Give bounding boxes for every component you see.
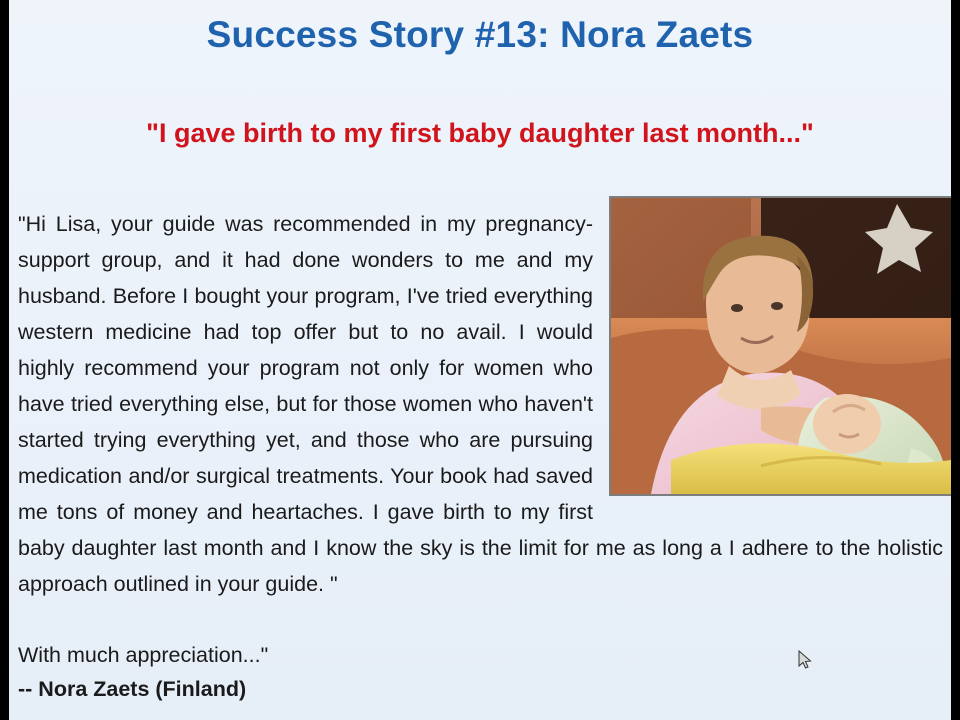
presentation-slide xyxy=(9,0,951,720)
closing-line: With much appreciation..." xyxy=(18,643,269,667)
signature-block xyxy=(18,638,718,706)
slide-subtitle: "I gave birth to my first baby daughter last month..." xyxy=(146,118,814,148)
testimonial-paragraph: "Hi Lisa, your guide was recommended in my pregnancy-support group, and it had done wonders to me and my husband. Before I bought your program, I've tried everything western medicine had top offer but to no avail. I would highly recommend your program not only for women who have tried everything else, but for those women who haven't started trying everything yet, and those who are pursuing medication and/or surgical treatments. Your book had saved me tons of money and heartaches. I gave birth to my first baby daughter last month and I know the sky is the limit for me as long a I adhere to the holistic approach outlined in your guide. " xyxy=(18,212,943,596)
photo-wrap-spacer xyxy=(593,206,943,502)
attribution-line: -- Nora Zaets (Finland) xyxy=(18,677,247,701)
mouse-cursor xyxy=(798,650,812,670)
mouse-pointer-icon xyxy=(798,650,812,670)
page-title: Success Story #13: Nora Zaets xyxy=(206,14,754,55)
testimonial-text xyxy=(18,206,943,602)
